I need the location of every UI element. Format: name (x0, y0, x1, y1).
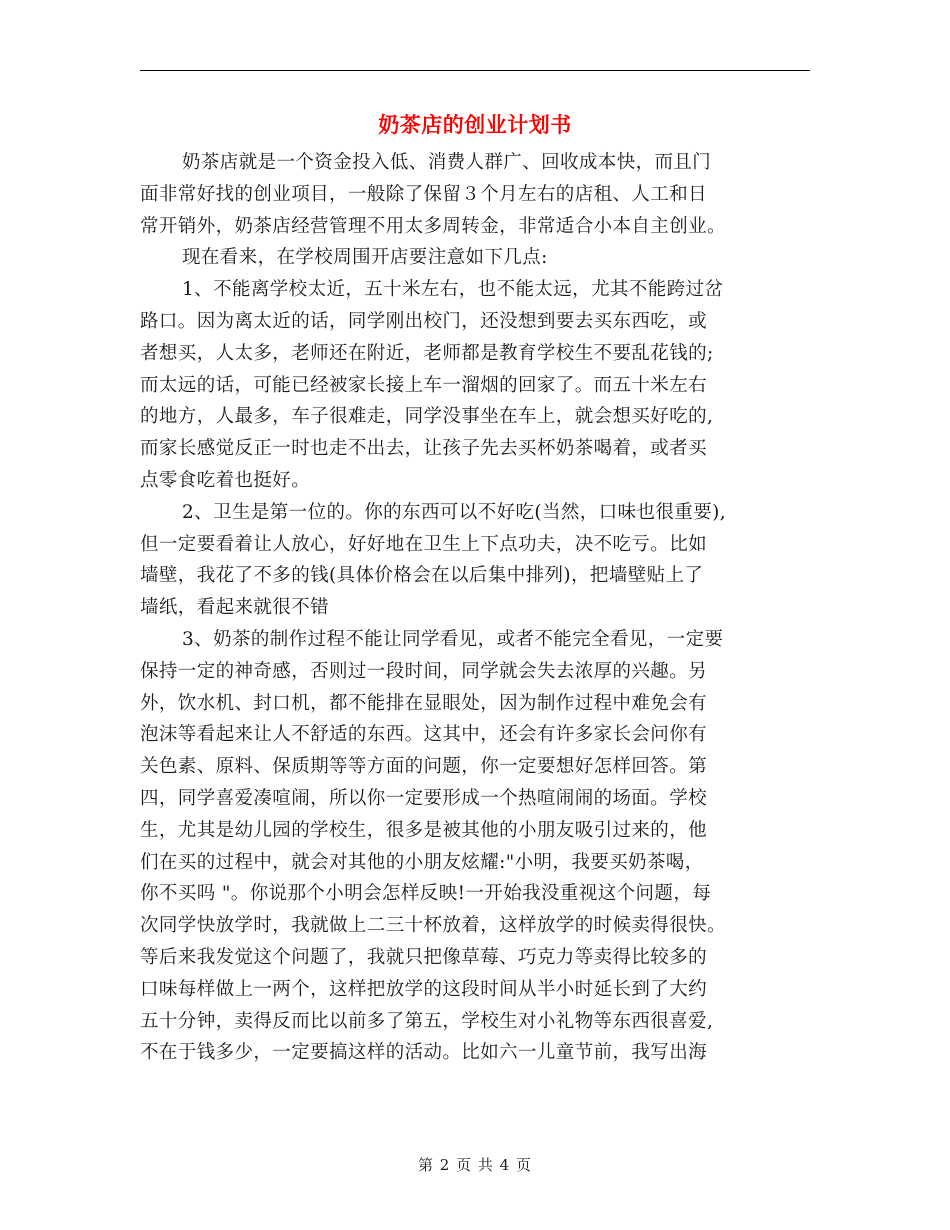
text-line: 常开销外，奶茶店经营管理不用太多周转金，非常适合小本自主创业。 (140, 215, 726, 237)
text-line: 四，同学喜爱凑喧闹，所以你一定要形成一个热喧闹闹的场面。学校 (140, 787, 708, 809)
text-line: 泡沫等看起来让人不舒适的东西。这其中，还会有许多家长会问你有 (140, 724, 708, 746)
text-line: 而太远的话，可能已经被家长接上车一溜烟的回家了。而五十米左右 (140, 374, 708, 396)
text-line: 而家长感觉反正一时也走不出去，让孩子先去买杯奶茶喝着，或者买 (140, 438, 708, 460)
text-line: 等后来我发觉这个问题了，我就只把像草莓、巧克力等卖得比较多的 (140, 946, 708, 968)
text-line: 关色素、原料、保质期等等方面的问题，你一定要想好怎样回答。第 (140, 756, 708, 778)
text-line: 者想买，人太多，老师还在附近，老师都是教育学校生不要乱花钱的; (140, 342, 714, 364)
text-line: 奶茶店就是一个资金投入低、消费人群广、回收成本快，而且门 (182, 152, 712, 173)
text-line: 次同学快放学时，我就做上二三十杯放着，这样放学的时候卖得很快。 (140, 915, 726, 937)
text-line: 墙壁，我花了不多的钱(具体价格会在以后集中排列)，把墙壁贴上了 (140, 565, 704, 587)
text-line: 2、卫生是第一位的。你的东西可以不好吃(当然，口味也很重要), (182, 501, 726, 523)
text-line: 的地方，人最多，车子很难走，同学没事坐在车上，就会想买好吃的, (140, 406, 714, 428)
text-line: 你不买吗 "。你说那个小明会怎样反映!一开始我没重视这个问题，每 (140, 883, 712, 905)
document-title: 奶茶店的创业计划书 (378, 112, 572, 137)
text-line: 但一定要看着让人放心，好好地在卫生上下点功夫，决不吃亏。比如 (140, 533, 708, 555)
text-line: 口味每样做上一两个，这样把放学的这段时间从半小时延长到了大约 (140, 978, 708, 1000)
text-line: 五十分钟，卖得反而比以前多了第五，学校生对小礼物等东西很喜爱, (140, 1010, 714, 1032)
document-body (140, 147, 820, 1069)
text-line: 3、奶茶的制作过程不能让同学看见，或者不能完全看见，一定要 (182, 628, 724, 650)
text-line: 1、不能离学校太近，五十米左右，也不能太远，尤其不能跨过岔 (182, 279, 724, 301)
header-rule (140, 70, 810, 71)
text-line: 们在买的过程中，就会对其他的小朋友炫耀:"小明，我要买奶茶喝， (140, 851, 704, 873)
text-line: 面非常好找的创业项目，一般除了保留３个月左右的店租、人工和日 (140, 183, 708, 205)
text-line: 外，饮水机、封口机，都不能排在显眼处，因为制作过程中难免会有 (140, 692, 708, 714)
text-line: 点零食吃着也挺好。 (140, 469, 311, 491)
text-line: 现在看来，在学校周围开店要注意如下几点: (182, 247, 548, 269)
text-line: 墙纸，看起来就很不错 (140, 597, 330, 619)
text-line: 不在于钱多少，一定要搞这样的活动。比如六一儿童节前，我写出海 (140, 1042, 708, 1064)
text-line: 保持一定的神奇感，否则过一段时间，同学就会失去浓厚的兴趣。另 (140, 660, 708, 682)
page-number-footer: 第 2 页 共 4 页 (418, 1156, 532, 1174)
text-line: 生，尤其是幼儿园的学校生，很多是被其他的小朋友吸引过来的，他 (140, 819, 708, 841)
text-line: 路口。因为离太近的话，同学刚出校门，还没想到要去买东西吃，或 (140, 310, 708, 332)
